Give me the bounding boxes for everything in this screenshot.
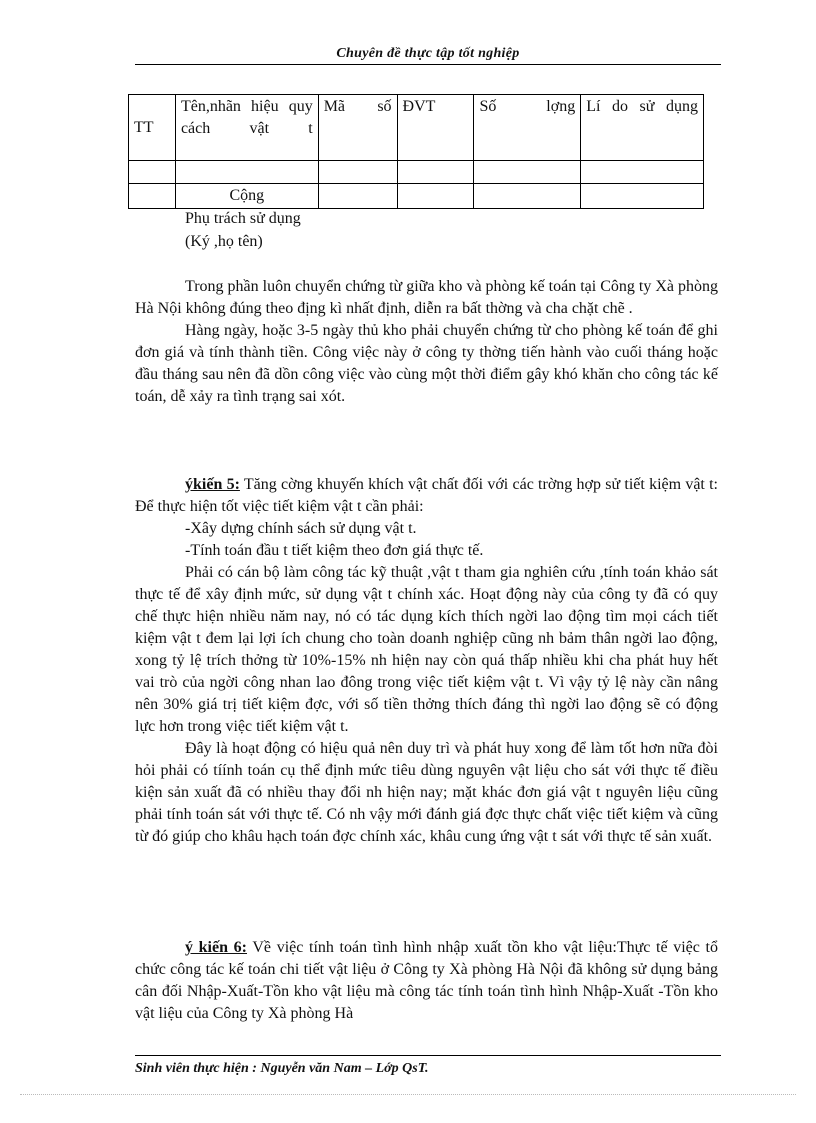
col-header-code: Mã số: [318, 95, 397, 161]
footer-rule: [135, 1055, 721, 1056]
table-cell: [318, 184, 397, 209]
col-header-qty: Số lợng: [474, 95, 581, 161]
paragraph: Đây là hoạt động có hiệu quả nên duy trì và phát huy xong để làm tốt hơn nữa đòi hỏi phải có tíính toán cụ thể định mức tiêu dùng nguyên vật liệu cho sát với thực tế điều kiện sản xuất đã có nhiều thay đổi nh hiện nay; mặt khác đơn giá vật t nguyên liệu cũng phải tính toán sát với thực tế. Có nh vậy mới đánh giá đợc thực chất việc tiết kiệm và cũng từ đó giúp cho khâu hạch toán đợc chính xác, khâu cung ứng vật t sát với thực tế sản xuất.: [135, 740, 718, 845]
table-cell: [474, 184, 581, 209]
col-header-tt: TT: [129, 95, 176, 161]
table-cell: [581, 184, 704, 209]
paragraph: Hàng ngày, hoặc 3-5 ngày thủ kho phải chuyển chứng từ cho phòng kế toán để ghi đơn giá và tính thành tiền. Công việc này ở công ty thờng tiến hành vào cuối tháng hoặc đầu tháng sau nên đã dồn công việc vào cùng một thời điểm gây khó khăn cho công tác kế toán, dễ xảy ra tình trạng sai xót.: [135, 322, 718, 405]
idea-5-text: Tăng cờng khuyến khích vật chất đối với các trờng hợp sử tiết kiệm vật t: Để thực hiện tốt việc tiết kiệm vật t cần phải:: [135, 476, 719, 515]
idea-6-label: ý kiến 6:: [185, 939, 247, 956]
paragraph-idea-6: [135, 937, 718, 1025]
table-cell: [474, 161, 581, 184]
signature-instruction: (Ký ,họ tên): [185, 233, 263, 250]
body-section-1: [135, 276, 718, 408]
paragraph: Phải có cán bộ làm công tác kỹ thuật ,vật t tham gia nghiên cứu ,tính toán khảo sát thực tế để xây định mức, sử dụng vật t chính xác. Hoạt động này của công ty đã có quy chế thực hiện nhiều năm nay, nó có tác dụng kích thích ngời lao động tìm mọi cách tiết kiệm vật t đem lại lợi ích chung cho toàn doanh nghiệp cũng nh bảm thân ngời lao động, xong tỷ lệ trích thởng từ 10%-15% nh hiện nay còn quá thấp nhiều khi cha phát huy hết vai trò của ngời công nhan lao đông trong việc tiết kiệm vật t. Vì vậy tỷ lệ này cần nâng nên 30% giá trị tiết kiệm đợc, với số tiền thởng thích đáng thì ngời lao động sẽ có động lực hơn trong việc tiết kiệm vật t.: [135, 564, 718, 735]
header-rule: [135, 64, 721, 65]
table-cell: [318, 161, 397, 184]
bullet-item: -Tính toán đầu t tiết kiệm theo đơn giá thực tế.: [185, 542, 484, 559]
table-total-row: [129, 184, 704, 209]
paragraph-idea-5: [135, 474, 718, 518]
signature-role: Phụ trách sử dụng: [185, 210, 301, 227]
page-footer: Sinh viên thực hiện : Nguyễn văn Nam – Lớp QsT.: [135, 1061, 429, 1076]
table-cell: [129, 161, 176, 184]
table-cell: [397, 161, 474, 184]
col-header-unit: ĐVT: [397, 95, 474, 161]
table-cell: [397, 184, 474, 209]
body-section-3: [135, 937, 718, 1025]
signature-block: [185, 207, 301, 253]
idea-5-label: ýkiến 5:: [185, 476, 240, 493]
table-cell: [175, 161, 318, 184]
table-header-row: [129, 95, 704, 161]
material-usage-table: [128, 94, 704, 209]
page-edge-divider: [20, 1094, 796, 1095]
bullet-item: -Xây dựng chính sách sử dụng vật t.: [185, 520, 417, 537]
col-header-reason: Lí do sử dụng: [581, 95, 704, 161]
table-row: [129, 161, 704, 184]
col-header-name: Tên,nhãn hiệu quy cách vật t: [175, 95, 318, 161]
paragraph: Trong phần luôn chuyển chứng từ giữa kho và phòng kế toán tại Công ty Xà phòng Hà Nội không đúng theo địng kì nhất định, diễn ra bất thờng và cha chặt chẽ .: [135, 278, 718, 317]
table-cell: [129, 184, 176, 209]
page-header-title: Chuyên đề thực tập tốt nghiệp: [336, 46, 520, 61]
idea-6-text: Về việc tính toán tình hình nhập xuất tồn kho vật liệu:Thực tế việc tổ chức công tác kế toán chi tiết vật liệu ở Công ty Xà phòng Hà Nội đã không sử dụng bảng cân đối Nhập-Xuất-Tồn kho vật liệu mà công tác tính toán tình hình Nhập-Xuất -Tồn kho vật liệu của Công ty Xà phòng Hà: [135, 939, 718, 1022]
table-cell: [581, 161, 704, 184]
body-section-2: [135, 474, 718, 848]
total-label: Cộng: [175, 184, 318, 209]
